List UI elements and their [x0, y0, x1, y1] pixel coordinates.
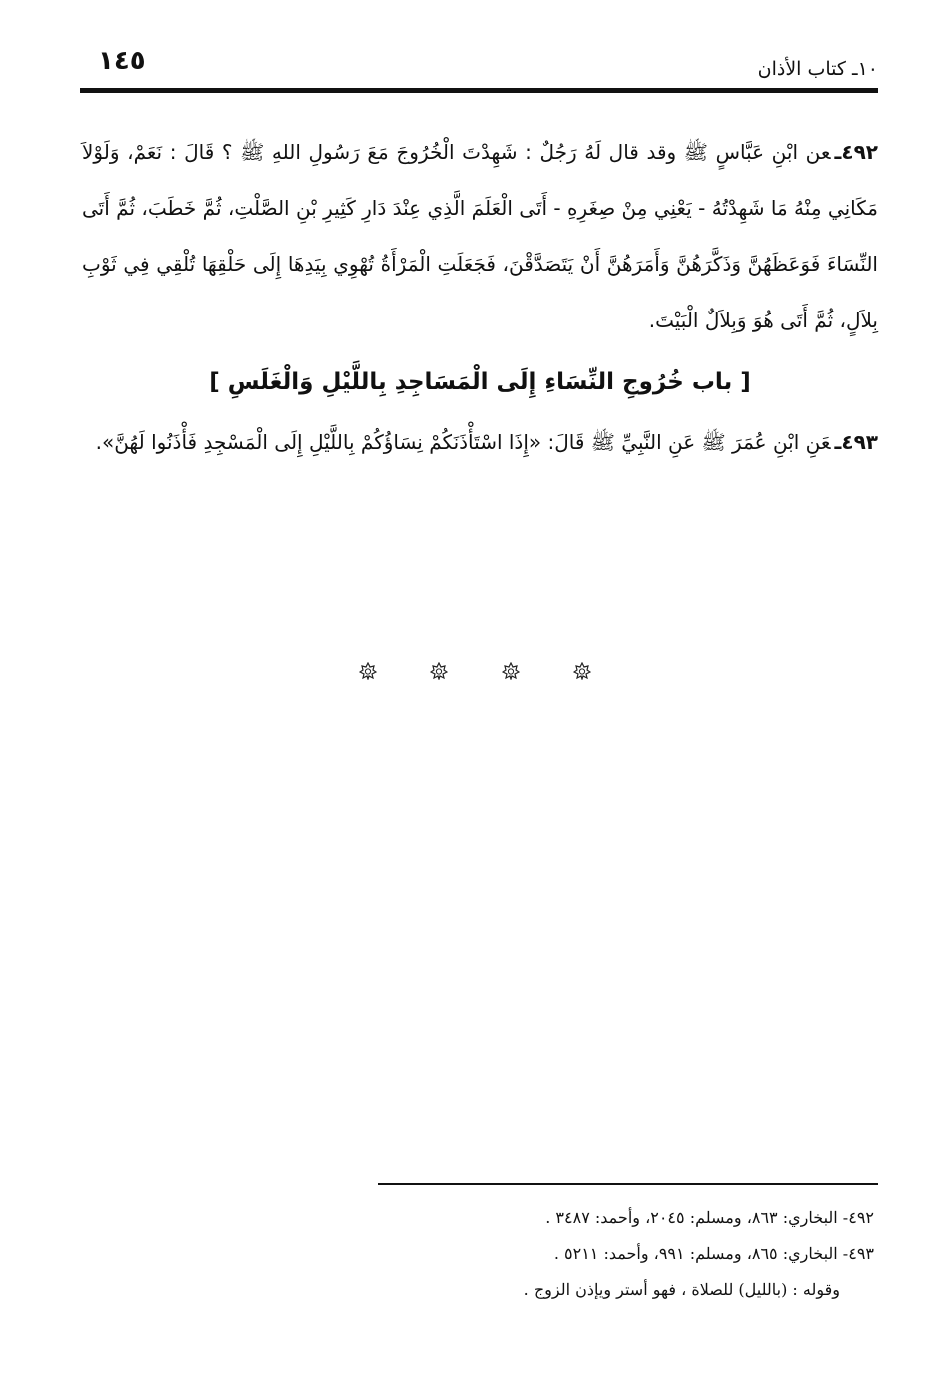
flower-ornament-icon: [430, 662, 448, 680]
footnote-note: وقوله : (بالليل) للصلاة ، فهو أستر ويإذن الزوج .: [523, 1280, 840, 1299]
chapter-heading: [ باب خُرُوجِ النِّسَاءِ إِلَى الْمَسَاجِدِ بِاللَّيْلِ وَالْغَلَسِ ]: [209, 369, 751, 395]
hadith-text: عن ابْنِ عَبَّاسٍ ﷺ وقد قال لَهُ رَجُلٌ : شَهِدْتَ الْخُرُوجَ مَعَ رَسُولِ اللهِ ﷺ ؟ قَالَ : نَعَمْ، وَلَوْلاَ مَكَانِي مِنْهُ مَا شَهِدْتُهُ - يَعْنِي مِنْ صِغَرِهِ - أَتَى الْعَلَمَ الَّذِي عِنْدَ دَارِ كَثِيرِ بْنِ الصَّلْتِ، ثُمَّ خَطَبَ، ثُمَّ أَتَى النِّسَاءَ فَوَعَظَهُنَّ وَذَكَّرَهُنَّ وَأَمَرَهُنَّ أَنْ يَتَصَدَّقْنَ، فَجَعَلَتِ الْمَرْأَةُ تُهْوِي بِيَدِهَا إِلَى حَلْقِهَا تُلْقِي فِي ثَوْبِ بِلاَلٍ، ثُمَّ أَتَى هُوَ وَبِلاَلٌ الْبَيْتَ.: [82, 140, 878, 332]
flower-ornament-icon: [502, 662, 520, 680]
page-number: ١٤٥: [98, 46, 146, 76]
hadith-text: عَنِ ابْنِ عُمَرَ ﷺ عَنِ النَّبِيِّ ﷺ قَالَ: «إِذَا اسْتَأْذَنَكُمْ نِسَاؤُكُمْ بِاللَّيْلِ إِلَى الْمَسْجِدِ فَأْذَنُوا لَهُنَّ».: [95, 430, 831, 454]
hadith-number: ٤٩٣ـ: [834, 430, 878, 454]
header-rule: [80, 88, 878, 93]
hadith-number: ٤٩٢ـ: [834, 140, 878, 164]
flower-ornament-icon: [573, 662, 591, 680]
footnote-rule: [378, 1183, 878, 1185]
footnotes: [300, 1200, 874, 1308]
footnote-492: ٤٩٢- البخاري: ٨٦٣، ومسلم: ٢٠٤٥، وأحمد: ٣٤٨٧ .: [545, 1208, 874, 1227]
hadith-493: [82, 414, 878, 470]
flower-ornament-icon: [359, 662, 377, 680]
footnote-493: ٤٩٣- البخاري: ٨٦٥، ومسلم: ٩٩١، وأحمد: ٥٢١١ .: [553, 1244, 874, 1263]
page-header: [80, 40, 878, 92]
hadith-492: [82, 124, 878, 348]
section-ornament: [0, 662, 950, 684]
running-head: ١٠ـ كتاب الأذان: [757, 58, 878, 80]
main-text: [82, 124, 878, 470]
